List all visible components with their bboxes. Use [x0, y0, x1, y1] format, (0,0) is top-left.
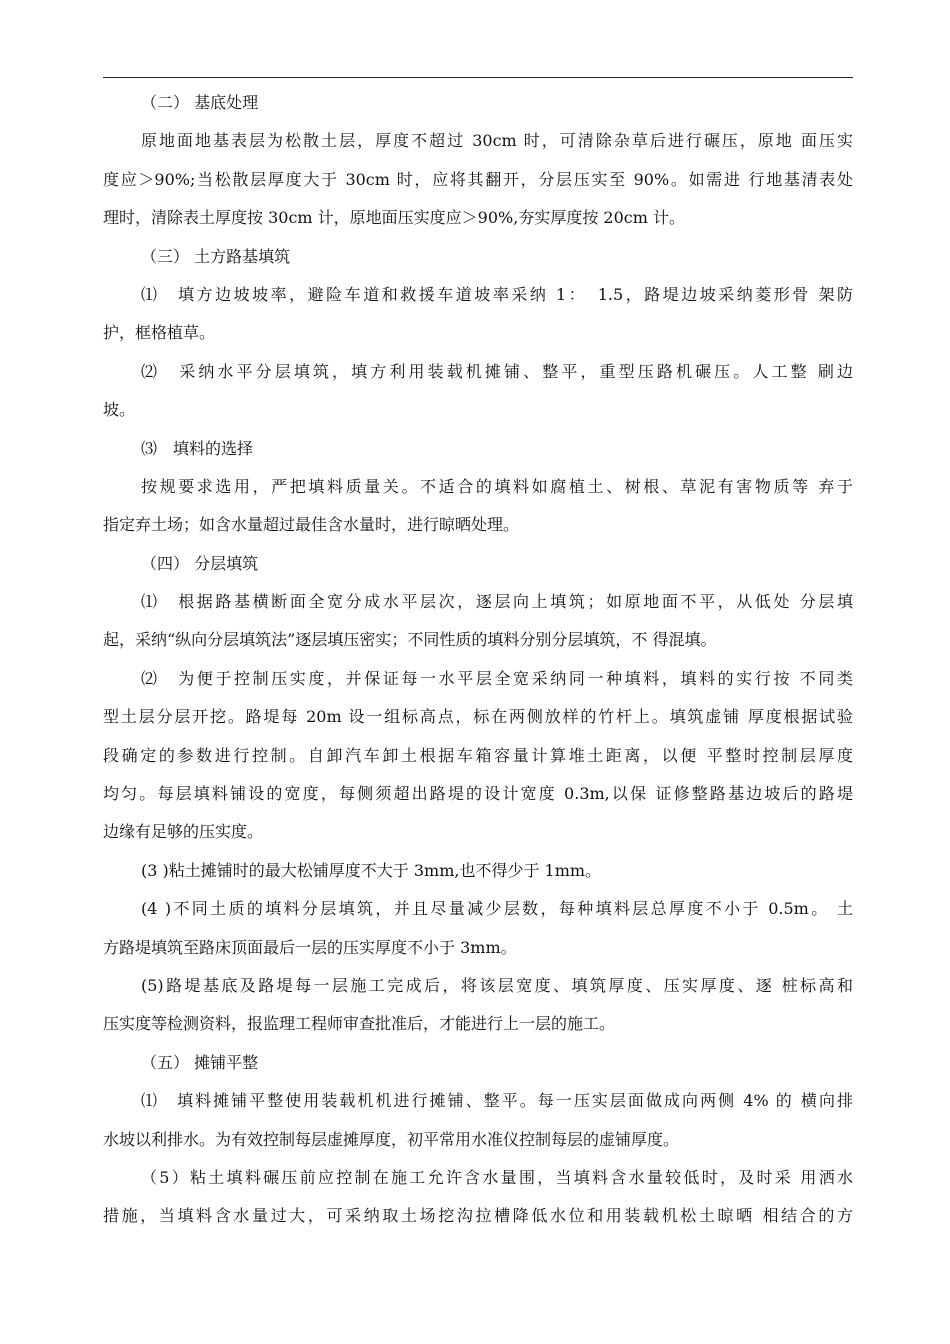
text-line: (5)路堤基底及路堤每一层施工完成后，将该层宽度、填筑厚度、压实厚度、逐 桩标高和 [141, 975, 853, 995]
text-line: 起，采纳“纵向分层填筑法”逐层填压密实；不同性质的填料分别分层填筑，不 得混填。 [103, 630, 717, 650]
text-line: ⑴ 根据路基横断面全宽分成水平层次，逐层向上填筑；如原地面不平，从低处 分层填 [141, 592, 853, 612]
text-line: 理时，清除表土厚度按 30cm 计，原地面压实度应＞90%,夯实厚度按 20cm 计。 [103, 208, 685, 228]
text-line: 度应＞90%;当松散层厚度大于 30cm 时，应将其翻开，分层压实至 90%。如需进 行地基清表处 [103, 169, 853, 189]
document-body [103, 84, 853, 1236]
header-rule [103, 77, 853, 78]
text-line: 原地面地基表层为松散土层，厚度不超过 30cm 时，可清除杂草后进行碾压，原地 面压实 [141, 131, 853, 151]
text-line: 均匀。每层填料铺设的宽度，每侧须超出路堤的设计宽度 0.3m,以保 证修整路基边坡后的路堤 [103, 784, 853, 804]
text-line: 措施，当填料含水量过大，可采纳取土场挖沟拉槽降低水位和用装载机松土晾晒 相结合的方 [103, 1206, 853, 1226]
text-line: 按规要求选用，严把填料质量关。不适合的填料如腐植土、树根、草泥有害物质等 弃于 [141, 476, 853, 496]
text-line: ⑵ 为便于控制压实度，并保证每一水平层全宽采纳同一种填料，填料的实行按 不同类 [141, 668, 853, 688]
text-line: （四） 分层填筑 [141, 553, 259, 573]
text-line: 边缘有足够的压实度。 [103, 822, 264, 842]
text-line: 段确定的参数进行控制。自卸汽车卸土根据车箱容量计算堆土距离，以便 平整时控制层厚度 [103, 745, 853, 765]
text-line: 压实度等检测资料，报监理工程师审查批准后，才能进行上一层的施工。 [103, 1014, 616, 1034]
text-line: ⑴ 填方边坡坡率，避险车道和救援车道坡率采纳 1： 1.5，路堤边坡采纳菱形骨 架防 [141, 284, 853, 304]
text-line: 水坡以利排水。为有效控制每层虚摊厚度，初平常用水准仪控制每层的虚铺厚度。 [103, 1129, 680, 1149]
text-line: ⑵ 采纳水平分层填筑，填方利用装载机摊铺、整平，重型压路机碾压。人工整 刷边 [141, 361, 853, 381]
text-line: 护，框格植草。 [103, 323, 216, 343]
text-line: （5）粘土填料碾压前应控制在施工允许含水量围，当填料含水量较低时，及时采 用洒水 [141, 1167, 853, 1187]
text-line: 指定弃土场；如含水量超过最佳含水量时，进行晾晒处理。 [103, 515, 520, 535]
text-line: ⑶ 填料的选择 [141, 438, 254, 458]
text-line: （二） 基底处理 [141, 93, 259, 112]
text-line: （三） 土方路基填筑 [141, 246, 291, 266]
text-line: ⑴ 填料摊铺平整使用装载机机进行摊铺、整平。每一压实层面做成向两侧 4% 的 横向排 [141, 1091, 853, 1111]
text-line: 坡。 [103, 400, 136, 420]
text-line: (3 )粘土摊铺时的最大松铺厚度不大于 3mm,也不得少于 1mm。 [141, 860, 602, 880]
text-line: （五） 摊铺平整 [141, 1052, 259, 1072]
text-line: (4 )不同土质的填料分层填筑，并且尽量减少层数，每种填料层总厚度不小于 0.5m。 土 [141, 899, 853, 919]
text-line: 方路堤填筑至路床顶面最后一层的压实厚度不小于 3mm。 [103, 937, 517, 957]
text-line: 型土层分层开挖。路堤每 20m 设一组标高点，标在两侧放样的竹杆上。填筑虚铺 厚度根据试验 [103, 707, 853, 727]
